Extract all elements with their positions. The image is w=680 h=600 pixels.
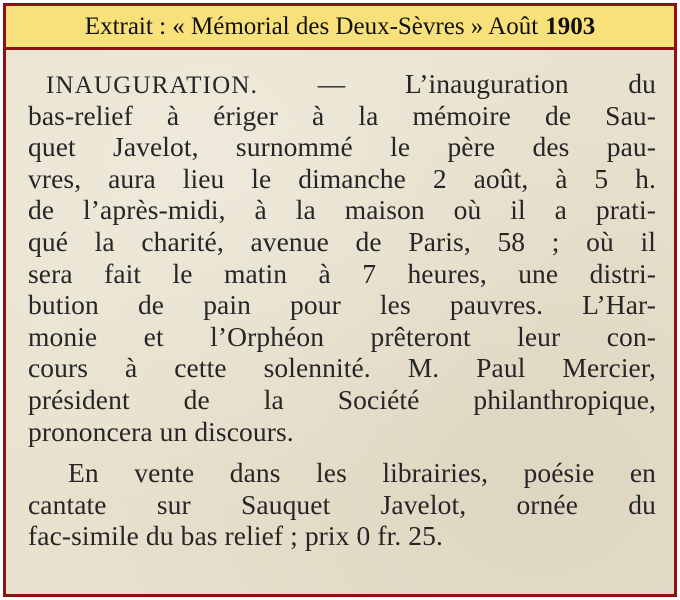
article-line: cantate sur Sauquet Javelot, ornée du xyxy=(28,488,656,520)
article-line: bution de pain pour les pauvres. L’Har- xyxy=(28,289,656,321)
article-line: de l’après-midi, à la maison où il a prati- xyxy=(28,194,656,226)
article-line: monie et l’Orphéon prêteront leur con- xyxy=(28,320,656,352)
article-line: président de la Société philanthropique, xyxy=(28,383,656,415)
article-line: cours à cette solennité. M. Paul Mercier, xyxy=(28,352,656,384)
article-line: En vente dans les librairies, poésie en xyxy=(68,457,656,489)
source-caption xyxy=(6,6,674,50)
source-caption-text: Extrait : « Mémorial des Deux-Sèvres » Août xyxy=(84,12,539,40)
source-caption-year: 1903 xyxy=(545,12,596,40)
article-line: fac-simile du bas relief ; prix 0 fr. 25. xyxy=(28,520,443,552)
article-line: quet Javelot, surnommé le père des pau- xyxy=(28,131,656,163)
clipping-frame xyxy=(3,3,677,597)
article-line: sera fait le matin à 7 heures, une distri- xyxy=(28,257,656,289)
article-heading: INAUGURATION. xyxy=(46,72,259,99)
article-line: vres, aura lieu le dimanche 2 août, à 5 h. xyxy=(28,162,656,194)
article-line: prononcera un discours. xyxy=(28,415,294,447)
article-line: bas-relief à ériger à la mémoire de Sau- xyxy=(28,99,656,131)
article-line: INAUGURATION. — L’inauguration du xyxy=(46,68,656,99)
article-text xyxy=(28,68,656,552)
article-line: qué la charité, avenue de Paris, 58 ; où il xyxy=(28,225,656,257)
newspaper-clipping xyxy=(6,50,674,594)
